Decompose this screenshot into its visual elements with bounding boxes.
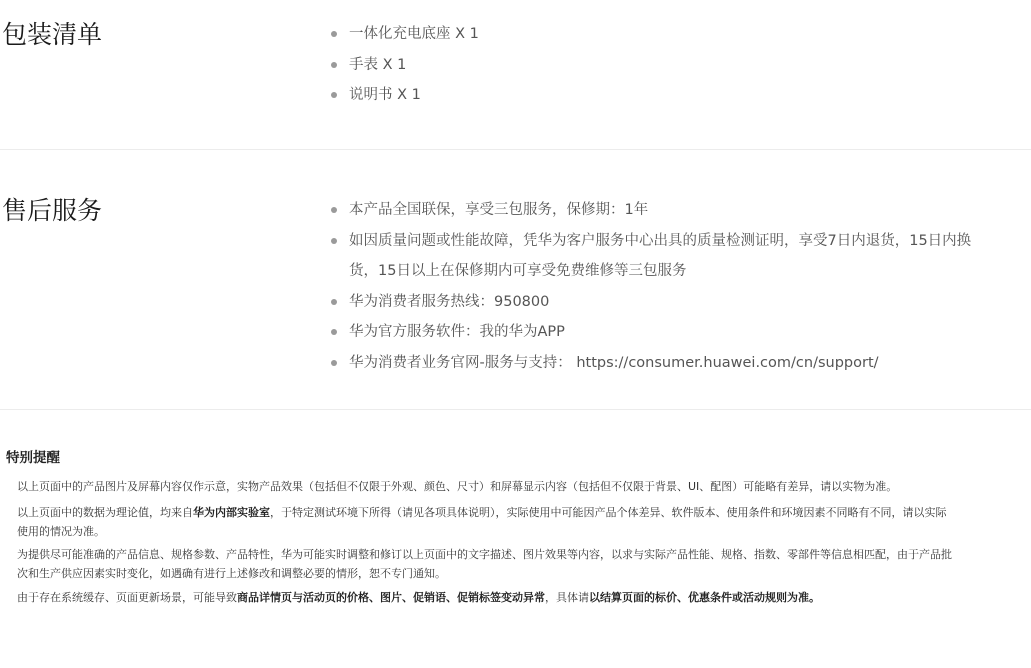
after-sales-list bbox=[331, 195, 996, 378]
notice-paragraph bbox=[17, 503, 952, 541]
after-sales-section bbox=[0, 150, 1031, 410]
list-item bbox=[331, 19, 996, 50]
list-item-text: 说明书 X 1 bbox=[349, 87, 421, 103]
bullet-dot-icon bbox=[331, 360, 337, 366]
service-app-text: 华为官方服务软件：我的华为APP bbox=[349, 324, 565, 340]
list-item-text: 如因质量问题或性能故障，凭华为客户服务中心出具的质量检测证明，享受7日内退货，15日内换货，15日以上在保修期内可享受免费维修等三包服务 bbox=[349, 232, 972, 279]
notice-text: 以上页面中的产品图片及屏幕内容仅作示意，实物产品效果（包括但不仅限于外观、颜色、尺寸）和屏幕显示内容（包括但不仅限于背景、UI、配图）可能略有差异，请以实物为准。 bbox=[17, 480, 898, 493]
notice-paragraph bbox=[17, 545, 952, 583]
bullet-dot-icon bbox=[331, 238, 337, 244]
packing-list-title: 包装清单 bbox=[2, 20, 103, 49]
bullet-dot-icon bbox=[331, 207, 337, 213]
notice-title: 特别提醒 bbox=[6, 450, 60, 466]
list-item-text: 一体化充电底座 X 1 bbox=[349, 26, 479, 42]
notice-paragraph bbox=[17, 588, 952, 607]
notice-text: 以上页面中的数据为理论值，均来自 bbox=[17, 506, 193, 519]
notice-bold-text: 商品详情页与活动页的价格、图片、促销语、促销标签变动异常 bbox=[237, 591, 545, 604]
packing-list bbox=[331, 19, 996, 111]
after-sales-title: 售后服务 bbox=[2, 196, 103, 225]
bullet-dot-icon bbox=[331, 92, 337, 98]
list-item bbox=[331, 287, 996, 318]
list-item bbox=[331, 80, 996, 111]
notice-text: 由于存在系统缓存、页面更新场景，可能导致 bbox=[17, 591, 237, 604]
section-divider bbox=[0, 409, 1031, 410]
list-item bbox=[331, 195, 996, 226]
packing-list-section bbox=[0, 0, 1031, 150]
bullet-dot-icon bbox=[331, 299, 337, 305]
bullet-dot-icon bbox=[331, 31, 337, 37]
list-item bbox=[331, 317, 996, 348]
hotline-text: 华为消费者服务热线：950800 bbox=[349, 293, 550, 310]
bullet-dot-icon bbox=[331, 329, 337, 335]
notice-text: ，具体请 bbox=[545, 591, 589, 604]
list-item bbox=[331, 348, 996, 379]
support-site-text: 华为消费者业务官网-服务与支持： https://consumer.huawei.com/cn/support/ bbox=[349, 354, 879, 371]
list-item bbox=[331, 226, 996, 287]
notice-paragraph bbox=[17, 477, 952, 496]
bullet-dot-icon bbox=[331, 62, 337, 68]
notice-text: 为提供尽可能准确的产品信息、规格参数、产品特性，华为可能实时调整和修订以上页面中的文字描述、图片效果等内容，以求与实际产品性能、规格、指数、零部件等信息相匹配，由于产品批次和生产供应因素实时变化，如遇确有进行上述修改和调整必要的情形，恕不专门通知。 bbox=[17, 548, 952, 580]
notice-text: ，于特定测试环境下所得（请见各项具体说明），实际使用中可能因产品个体差异、软件版本、使用条件和环境因素不同略有不同，请以实际使用的情况为准。 bbox=[17, 506, 947, 538]
list-item-text: 手表 X 1 bbox=[349, 56, 407, 73]
list-item bbox=[331, 50, 996, 81]
list-item-text: 本产品全国联保，享受三包服务，保修期：1年 bbox=[349, 202, 649, 218]
notice-bold-text: 华为内部实验室 bbox=[193, 506, 270, 519]
notice-bold-text: 以结算页面的标价、优惠条件或活动规则为准。 bbox=[589, 591, 820, 604]
